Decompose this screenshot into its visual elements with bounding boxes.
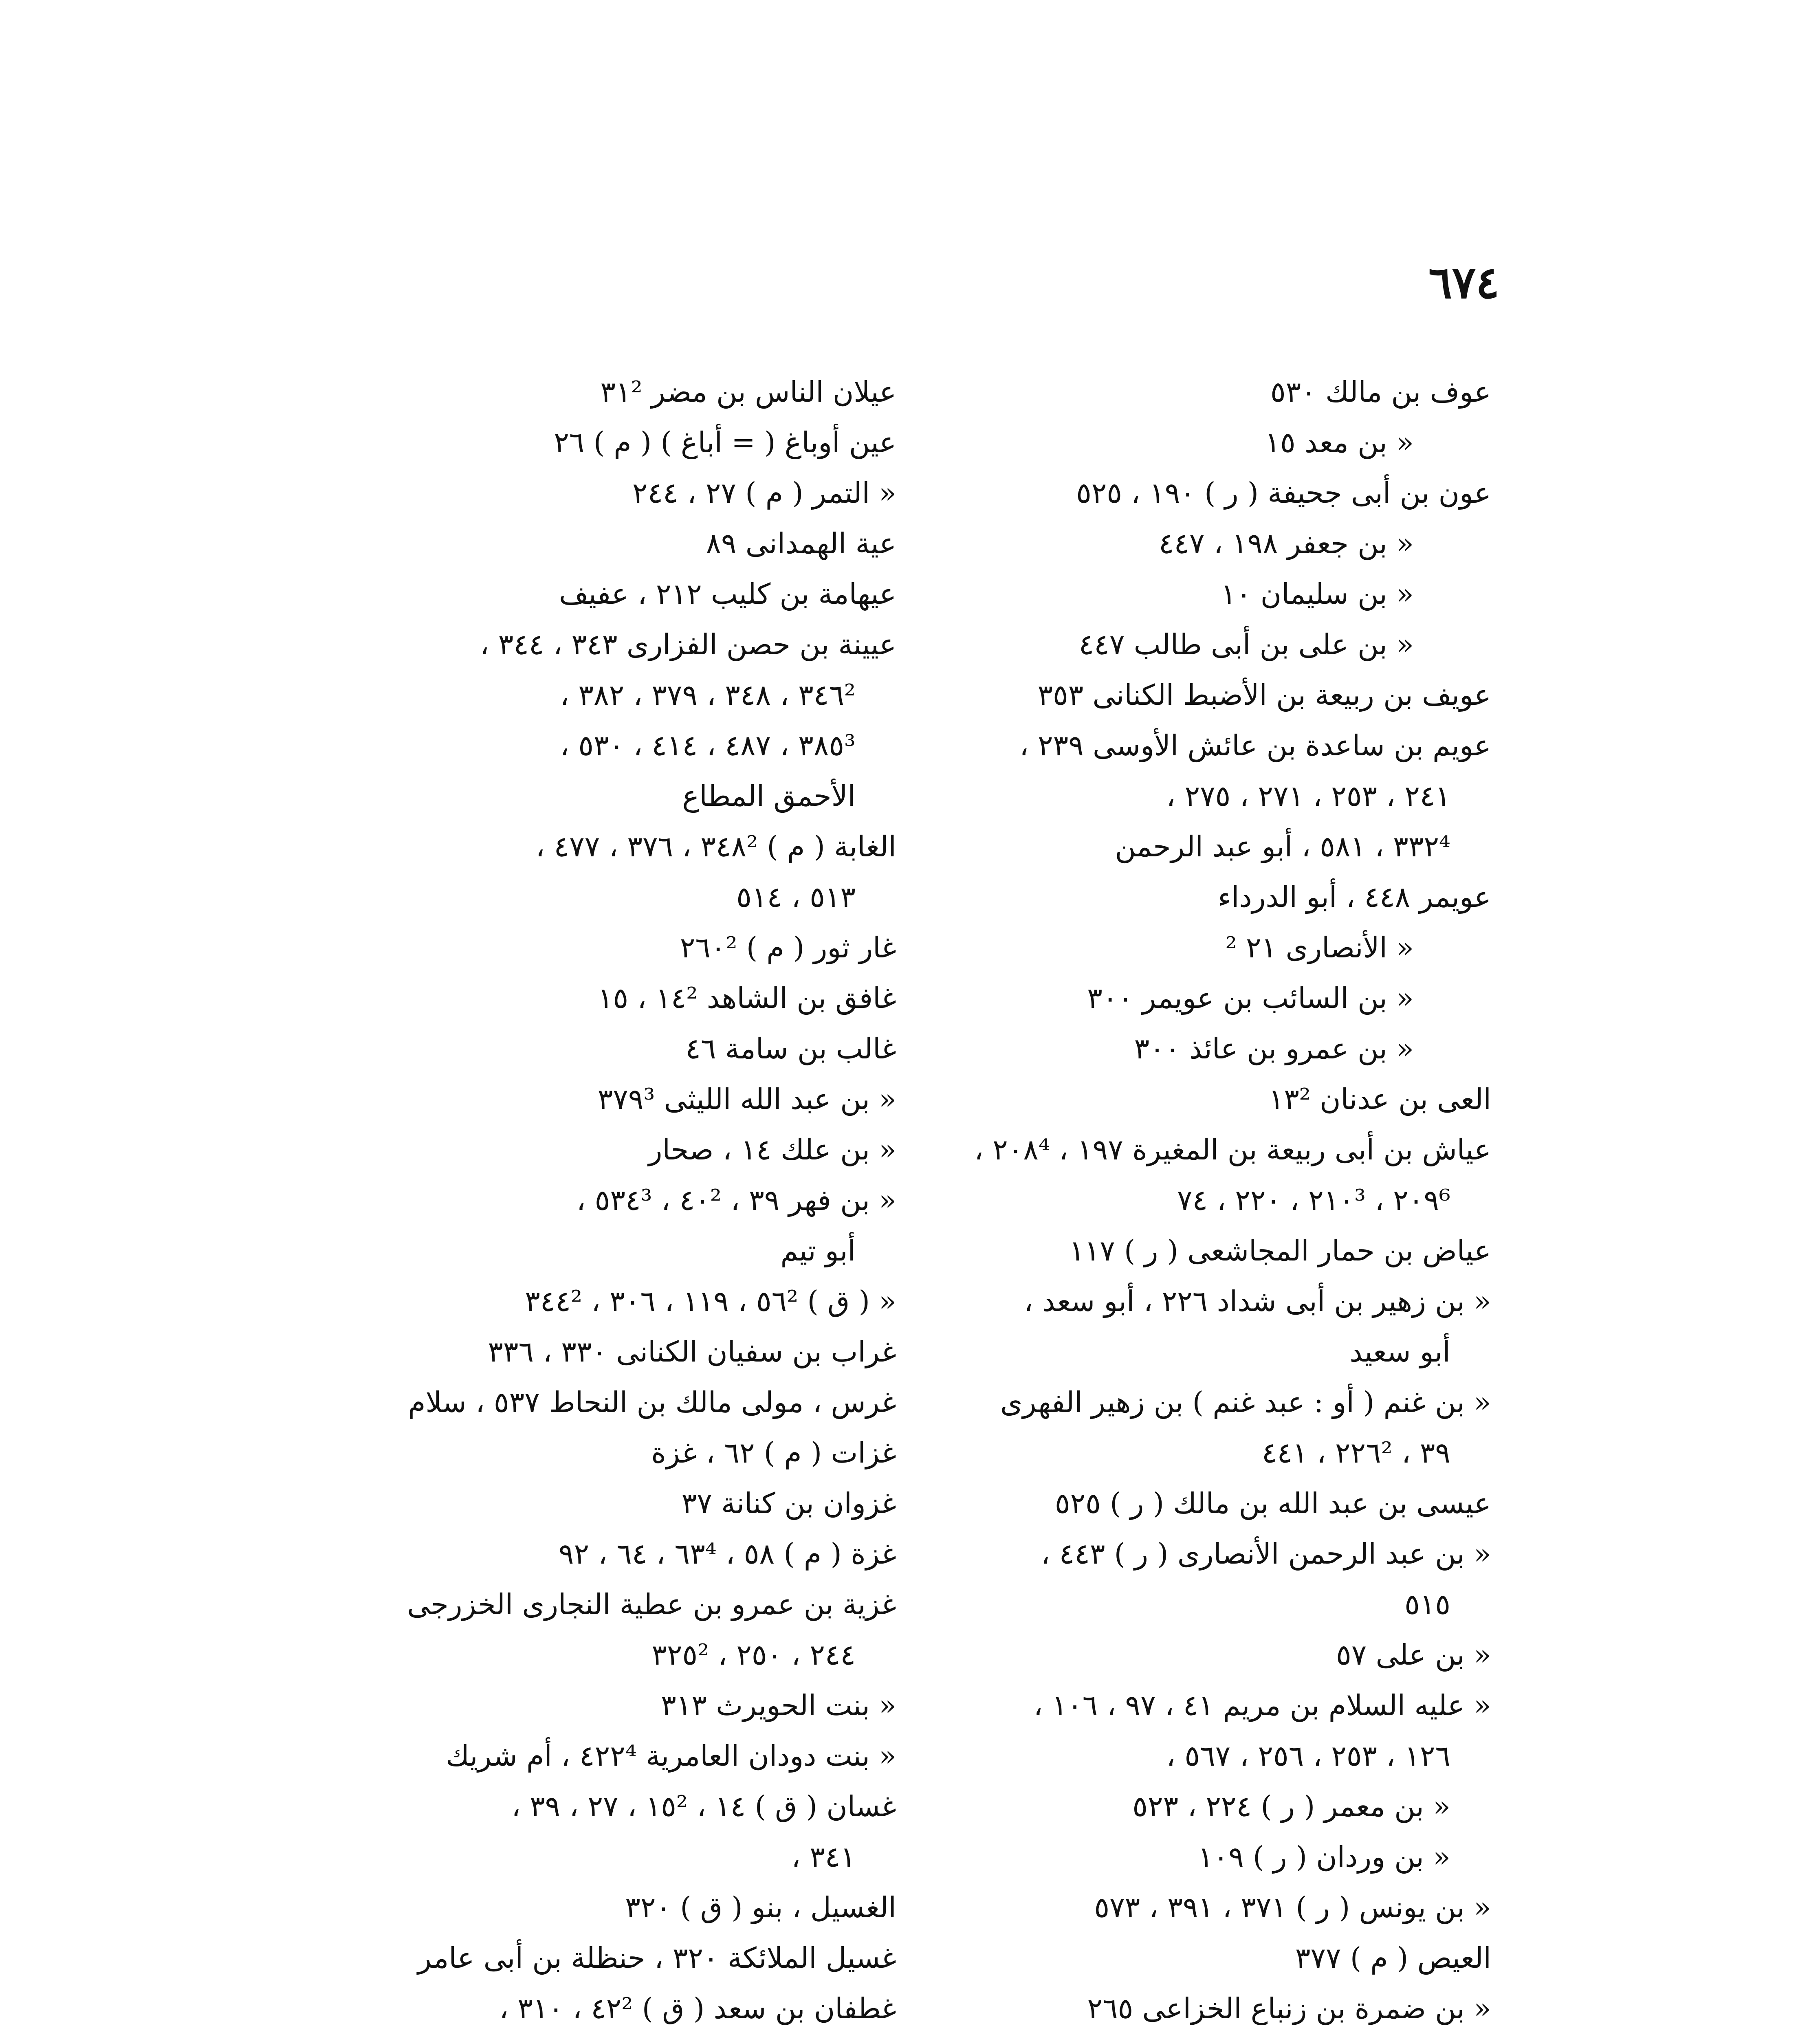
index-entry: عياض بن حمار المجاشعى ( ر ) ١١٧: [1069, 1234, 1491, 1267]
index-entry: غار ثور ( م ) ٢٦٠²: [680, 931, 896, 964]
index-entry: « بن سليمان ١٠: [1221, 577, 1414, 611]
index-entry: عيسى بن عبد الله بن مالك ( ر ) ٥٢٥: [1055, 1487, 1491, 1520]
index-entry: ٣٣٢⁴ ، ٥٨١ ، أبو عبد الرحمن: [1115, 830, 1450, 863]
index-entry: غزة ( م ) ٥٨ ، ٦٣⁴ ، ٦٤ ، ٩٢: [558, 1537, 896, 1571]
index-entry: عية الهمدانى ٨٩: [706, 527, 896, 560]
index-entry: عياش بن أبى ربيعة بن المغيرة ١٩٧ ، ٢٠٨⁴ ،: [974, 1133, 1491, 1166]
index-entry: غراب بن سفيان الكنانى ٣٣٠ ، ٣٣٦: [488, 1335, 896, 1368]
page-number: ٦٧٤: [1428, 257, 1499, 308]
index-entry: ٥١٥: [1404, 1588, 1450, 1621]
index-entry: ٣٨٥³ ، ٤٨٧ ، ٤١٤ ، ٥٣٠ ،: [560, 729, 856, 762]
index-entry: غزات ( م ) ٦٢ ، غزة: [651, 1436, 896, 1469]
index-entry: عون بن أبى جحيفة ( ر ) ١٩٠ ، ٥٢٥: [1076, 476, 1491, 510]
index-entry: عويمر ٤٤٨ ، أبو الدرداء: [1218, 880, 1491, 914]
index-column-left: [359, 367, 896, 2037]
index-entry: عيينة بن حصن الفزارى ٣٤٣ ، ٣٤٤ ،: [480, 628, 896, 661]
index-entry: غطفان بن سعد ( ق ) ٤٢² ، ٣١٠ ،: [499, 1992, 896, 2025]
index-entry: « بن على بن أبى طالب ٤٤٧: [1078, 628, 1414, 661]
index-entry: أبو سعيد: [1349, 1335, 1450, 1368]
index-entry: عويم بن ساعدة بن عائش الأوسى ٢٣٩ ،: [1019, 729, 1491, 762]
index-entry: « بن ضمرة بن زنباع الخزاعى ٢٦٥: [1087, 1992, 1491, 2025]
index-entry: عين أوباغ ( = أباغ ) ( م ) ٢٦: [554, 426, 896, 459]
index-entry: « بن عبد الرحمن الأنصارى ( ر ) ٤٤٣ ،: [1041, 1537, 1491, 1571]
index-entry: غافق بن الشاهد ١٤² ، ١٥: [597, 981, 896, 1015]
index-entry: « بن معمر ( ر ) ٢٢٤ ، ٥٢٣: [1132, 1790, 1450, 1823]
index-entry: « بن معد ١٥: [1265, 426, 1414, 459]
index-entry: ٣٤١ ،: [791, 1840, 856, 1874]
index-entry: ٥١٣ ، ٥١٤: [736, 880, 856, 914]
index-entry: « بن على ٥٧: [1336, 1638, 1491, 1672]
index-entry: « بنت دودان العامرية ٤٢٢⁴ ، أم شريك: [446, 1739, 896, 1773]
index-entry: عويف بن ربيعة بن الأضبط الكنانى ٣٥٣: [1037, 678, 1491, 712]
index-entry: غالب بن سامة ٤٦: [685, 1032, 896, 1065]
index-entry: « بن علك ١٤ ، صحار: [648, 1133, 896, 1166]
index-entry: « بنت الحويرث ٣١٣: [661, 1689, 896, 1722]
index-entry: ٣٩ ، ٢٢٦² ، ٤٤١: [1261, 1436, 1450, 1469]
index-entry: الغسيل ، بنو ( ق ) ٣٢٠: [625, 1891, 896, 1924]
index-entry: « بن السائب بن عويمر ٣٠٠: [1087, 981, 1414, 1015]
index-entry: « بن زهير بن أبى شداد ٢٢٦ ، أبو سعد ،: [1024, 1285, 1491, 1318]
index-entry: العيص ( م ) ٣٧٧: [1295, 1941, 1491, 1975]
index-entry: « التمر ( م ) ٢٧ ، ٢٤٤: [632, 476, 896, 510]
index-entry: ١٢٦ ، ٢٥٣ ، ٢٥٦ ، ٥٦٧ ،: [1166, 1739, 1450, 1773]
index-entry: « بن جعفر ١٩٨ ، ٤٤٧: [1158, 527, 1414, 560]
index-entry: « بن وردان ( ر ) ١٠٩: [1198, 1840, 1450, 1874]
index-entry: أبو تيم: [780, 1234, 856, 1267]
index-entry: ٢٤٤ ، ٢٥٠ ، ٣٢٥²: [651, 1638, 856, 1672]
index-entry: ٣٤٦² ، ٣٤٨ ، ٣٧٩ ، ٣٨٢ ،: [560, 678, 856, 712]
index-column-right: [962, 367, 1491, 2037]
index-entry: [962, 2034, 1491, 2037]
index-entry: « بن غنم ( أو : عبد غنم ) بن زهير الفهرى: [1000, 1386, 1491, 1419]
index-entry: « بن عمرو بن عائذ ٣٠٠: [1134, 1032, 1414, 1065]
index-entry: غرس ، مولى مالك بن النحاط ٥٣٧ ، سلام: [408, 1386, 896, 1419]
index-entry: الأحمق المطاع: [682, 779, 856, 813]
index-entry: « بن فهر ٣٩ ، ٤٠² ، ٥٣٤³ ،: [576, 1183, 896, 1217]
index-entry: عيلان الناس بن مضر ٣١²: [600, 375, 896, 409]
index-entry: غسان ( ق ) ١٤ ، ١٥² ، ٢٧ ، ٣٩ ،: [511, 1790, 896, 1823]
index-entry: ٢٠٩⁶ ، ٢١٠³ ، ٢٢٠ ، ٧٤: [1177, 1183, 1450, 1217]
index-entry: الغابة ( م ) ٣٤٨² ، ٣٧٦ ، ٤٧٧ ،: [535, 830, 896, 863]
index-entry: غزية بن عمرو بن عطية النجارى الخزرجى: [407, 1588, 896, 1621]
index-entry: غزوان بن كنانة ٣٧: [681, 1487, 896, 1520]
index-entry: عيهامة بن كليب ٢١٢ ، عفيف: [559, 577, 896, 611]
index-entry: العى بن عدنان ١٣²: [1268, 1082, 1491, 1116]
index-entry: غسيل الملائكة ٣٢٠ ، حنظلة بن أبى عامر: [418, 1941, 896, 1975]
index-entry: عوف بن مالك ٥٣٠: [1270, 375, 1491, 409]
index-entry: « بن يونس ( ر ) ٣٧١ ، ٣٩١ ، ٥٧٣: [1094, 1891, 1491, 1924]
index-entry: [359, 2034, 896, 2037]
index-entry: « بن عبد الله الليثى ٣٧٩³: [597, 1082, 896, 1116]
index-entry: « عليه السلام بن مريم ٤١ ، ٩٧ ، ١٠٦ ،: [1033, 1689, 1491, 1722]
index-entry: ٢٤١ ، ٢٥٣ ، ٢٧١ ، ٢٧٥ ،: [1166, 779, 1450, 813]
index-entry: « الأنصارى ٢١ ²: [1225, 931, 1414, 964]
index-entry: « ( ق ) ٥٦² ، ١١٩ ، ٣٠٦ ، ٣٤٤²: [525, 1285, 896, 1318]
